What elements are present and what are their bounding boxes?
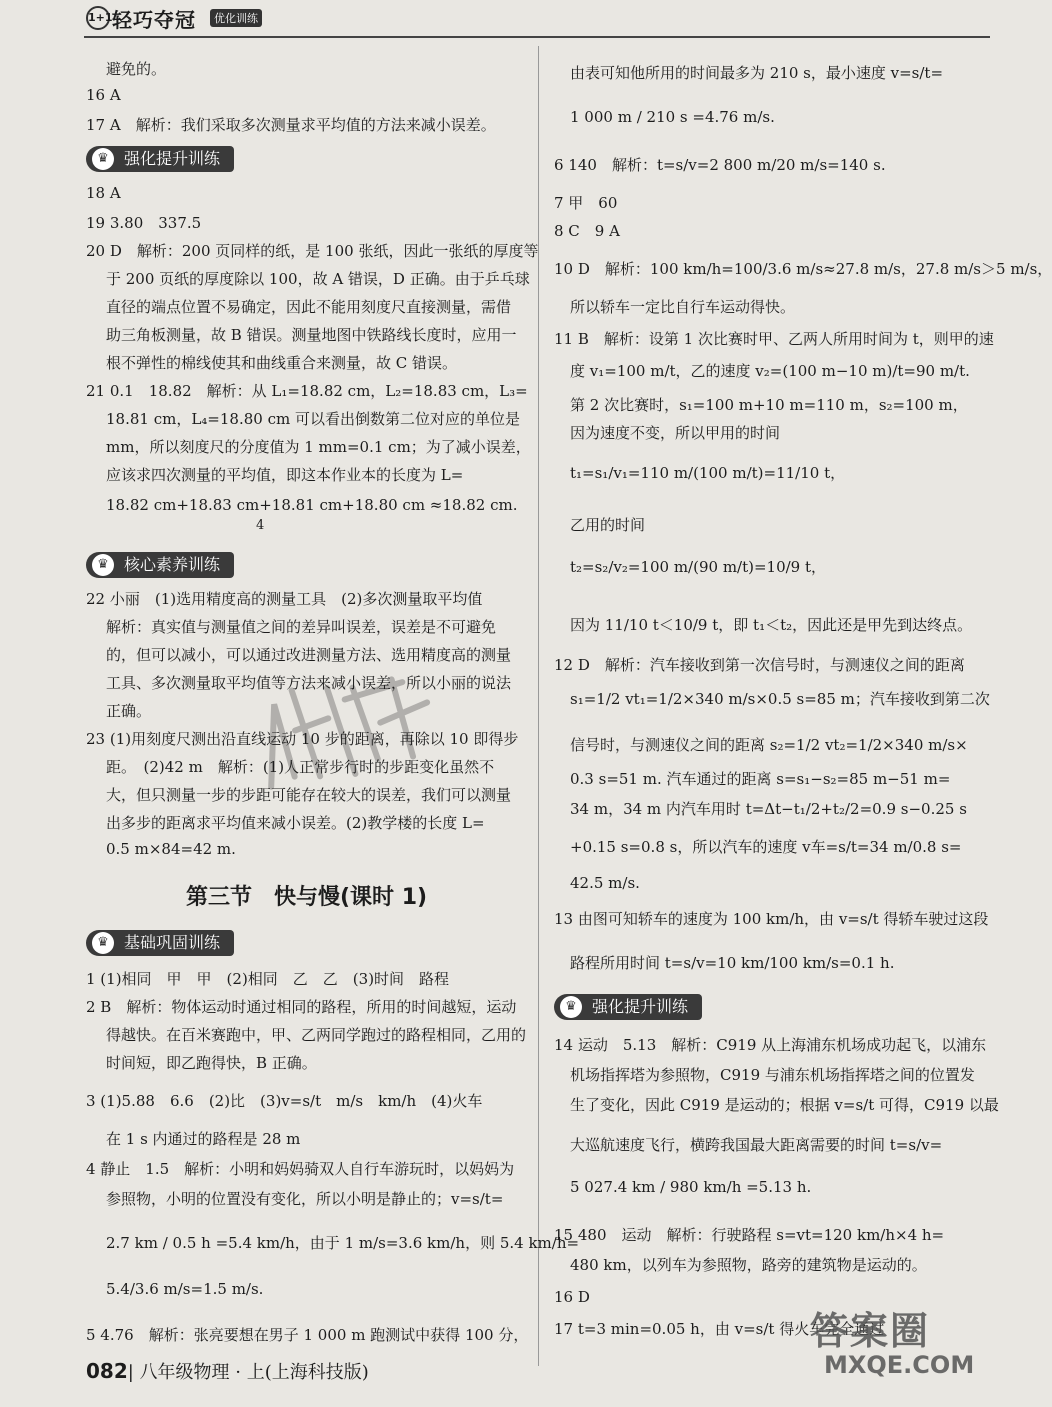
answer-line: 出多步的距离求平均值来减小误差。(2)教学楼的长度 L= bbox=[106, 814, 485, 832]
answer-line: 直径的端点位置不易确定，因此不能用刻度尺直接测量，需借 bbox=[106, 298, 512, 316]
brand-logo-icon: 1+1 bbox=[86, 6, 110, 30]
answer-line: 16 A bbox=[86, 86, 121, 104]
answer-line: 0.3 s=51 m. 汽车通过的距离 s=s₁−s₂=85 m−51 m= bbox=[570, 770, 951, 788]
answer-line: 34 m，34 m 内汽车用时 t=Δt−t₁/2+t₂/2=0.9 s−0.25 s bbox=[570, 800, 967, 818]
answer-line: 22 小丽 (1)选用精度高的测量工具 (2)多次测量取平均值 bbox=[86, 590, 483, 608]
answer-line: 避免的。 bbox=[106, 60, 167, 78]
answer-line: 大巡航速度飞行，横跨我国最大距离需要的时间 t=s/v= bbox=[570, 1136, 943, 1154]
answer-line: 20 D 解析：200 页同样的纸，是 100 张纸，因此一张纸的厚度等 bbox=[86, 242, 539, 260]
section-banner-strengthen: ♛ 强化提升训练 bbox=[86, 146, 234, 172]
answer-line: 5 4.76 解析：张亮要想在男子 1 000 m 跑测试中获得 100 分， bbox=[86, 1326, 529, 1344]
page-header bbox=[0, 0, 1000, 44]
answer-line: 乙用的时间 bbox=[570, 516, 646, 534]
site-watermark bbox=[810, 1300, 974, 1379]
answer-line: 42.5 m/s. bbox=[570, 874, 640, 892]
section-banner-basic: ♛ 基础巩固训练 bbox=[86, 930, 234, 956]
fraction-denominator: 4 bbox=[256, 518, 265, 533]
answer-line: 7 甲 60 bbox=[554, 194, 618, 212]
answer-line: 的，但可以减小，可以通过改进测量方法、选用精度高的测量 bbox=[106, 646, 512, 664]
answer-line: +0.15 s=0.8 s，所以汽车的速度 v车=s/t=34 m/0.8 s= bbox=[570, 838, 962, 856]
answer-line: 生了变化，因此 C919 是运动的；根据 v=s/t 可得，C919 以最 bbox=[570, 1096, 999, 1114]
answer-line: 13 由图可知轿车的速度为 100 km/h，由 v=s/t 得轿车驶过这段 bbox=[554, 910, 989, 928]
answer-line: 11 B 解析：设第 1 次比赛时甲、乙两人所用时间为 t，则甲的速 bbox=[554, 330, 994, 348]
answer-line: 因为 11/10 t＜10/9 t，即 t₁＜t₂，因此还是甲先到达终点。 bbox=[570, 616, 973, 634]
answer-line: s₁=1/2 vt₁=1/2×340 m/s×0.5 s=85 m；汽车接收到第二次 bbox=[570, 690, 990, 708]
answer-line: 15 480 运动 解析：行驶路程 s=vt=120 km/h×4 h= bbox=[554, 1226, 945, 1244]
answer-line: 6 140 解析：t=s/v=2 800 m/20 m/s=140 s. bbox=[554, 156, 886, 174]
answer-line: 23 (1)用刻度尺测出沿直线运动 10 步的距离，再除以 10 即得步 bbox=[86, 730, 519, 748]
answer-line: 第 2 次比赛时，s₁=100 m+10 m=110 m，s₂=100 m， bbox=[570, 396, 968, 414]
answer-line: 大，但只测量一步的步距可能存在较大的误差，我们可以测量 bbox=[106, 786, 512, 804]
answer-line: 根不弹性的棉线使其和曲线重合来测量，故 C 错误。 bbox=[106, 354, 458, 372]
answer-line: 1 (1)相同 甲 甲 (2)相同 乙 乙 (3)时间 路程 bbox=[86, 970, 450, 988]
answer-line: 正确。 bbox=[106, 702, 152, 720]
watermark-cn: 答案圈 bbox=[810, 1309, 931, 1353]
answer-line: 因为速度不变，所以甲用的时间 bbox=[570, 424, 781, 442]
answer-line: mm，所以刻度尺的分度值为 1 mm=0.1 cm；为了减小误差， bbox=[106, 438, 531, 456]
chapter-title: 第三节 快与慢(课时 1) bbox=[186, 885, 428, 910]
answer-line: 8 C 9 A bbox=[554, 222, 620, 240]
answer-line: 参照物，小明的位置没有变化，所以小明是静止的；v=s/t= bbox=[106, 1190, 504, 1208]
crown-icon: ♛ bbox=[92, 932, 114, 954]
answer-line: 16 D bbox=[554, 1288, 590, 1306]
answer-line: 度 v₁=100 m/t，乙的速度 v₂=(100 m−10 m)/t=90 m/t. bbox=[570, 362, 970, 380]
answer-line: 助三角板测量，故 B 错误。测量地图中铁路线长度时，应用一 bbox=[106, 326, 517, 344]
answer-line: 所以轿车一定比自行车运动得快。 bbox=[570, 298, 796, 316]
watermark-en: MXQE.COM bbox=[824, 1351, 975, 1379]
answer-line: 18.81 cm，L₄=18.80 cm 可以看出倒数第二位对应的单位是 bbox=[106, 410, 520, 428]
answer-line: 12 D 解析：汽车接收到第一次信号时，与测速仪之间的距离 bbox=[554, 656, 965, 674]
crown-icon: ♛ bbox=[92, 148, 114, 170]
answer-line: 21 0.1 18.82 解析：从 L₁=18.82 cm，L₂=18.83 cm，L₃= bbox=[86, 382, 528, 400]
answer-line: 3 (1)5.88 6.6 (2)比 (3)v=s/t m/s km/h (4)火车 bbox=[86, 1092, 483, 1110]
answer-line: 4 静止 1.5 解析：小明和妈妈骑双人自行车游玩时，以妈妈为 bbox=[86, 1160, 515, 1178]
answer-line: t₁=s₁/v₁=110 m/(100 m/t)=11/10 t， bbox=[570, 464, 846, 482]
answer-line: 2 B 解析：物体运动时通过相同的路程，所用的时间越短，运动 bbox=[86, 998, 517, 1016]
answer-line: 0.5 m×84=42 m. bbox=[106, 840, 236, 858]
book-title: 轻巧夺冠 bbox=[112, 8, 196, 32]
answer-line: 得越快。在百米赛跑中，甲、乙两同学跑过的路程相同，乙用的 bbox=[106, 1026, 527, 1044]
answer-line: 信号时，与测速仪之间的距离 s₂=1/2 vt₂=1/2×340 m/s× bbox=[570, 736, 968, 754]
answer-line: 于 200 页纸的厚度除以 100，故 A 错误，D 正确。由于乒乓球 bbox=[106, 270, 530, 288]
answer-line: 1 000 m / 210 s =4.76 m/s. bbox=[570, 108, 775, 126]
answer-line: 18.82 cm+18.83 cm+18.81 cm+18.80 cm ≈18.82 cm. bbox=[106, 496, 518, 514]
answer-line: 14 运动 5.13 解析：C919 从上海浦东机场成功起飞，以浦东 bbox=[554, 1036, 987, 1054]
footer-text: 八年级物理 · 上(上海科技版) bbox=[139, 1362, 369, 1383]
header-rule bbox=[84, 36, 990, 38]
answer-line: t₂=s₂/v₂=100 m/(90 m/t)=10/9 t， bbox=[570, 558, 827, 576]
answer-line: 应该求四次测量的平均值，即这本作业本的长度为 L= bbox=[106, 466, 464, 484]
answer-line: 在 1 s 内通过的路程是 28 m bbox=[106, 1130, 301, 1148]
answer-line: 2.7 km / 0.5 h =5.4 km/h，由于 1 m/s=3.6 km/h，则 5.4 km/h= bbox=[106, 1234, 580, 1252]
answer-line: 18 A bbox=[86, 184, 121, 202]
header-badge: 优化训练 bbox=[210, 9, 262, 27]
section-banner-core: ♛ 核心素养训练 bbox=[86, 552, 234, 578]
answer-line: 机场指挥塔为参照物，C919 与浦东机场指挥塔之间的位置发 bbox=[570, 1066, 975, 1084]
answer-line: 5.4/3.6 m/s=1.5 m/s. bbox=[106, 1280, 264, 1298]
answer-line: 19 3.80 337.5 bbox=[86, 214, 202, 232]
answer-line: 17 t=3 min=0.05 h，由 v=s/t 得火车完全通过 bbox=[554, 1320, 885, 1338]
section-banner-strengthen: ♛ 强化提升训练 bbox=[554, 994, 702, 1020]
crown-icon: ♛ bbox=[560, 996, 582, 1018]
answer-line: 由表可知他所用的时间最多为 210 s，最小速度 v=s/t= bbox=[570, 64, 944, 82]
answer-line: 解析：真实值与测量值之间的差异叫误差，误差是不可避免 bbox=[106, 618, 497, 636]
answer-line: 480 km，以列车为参照物，路旁的建筑物是运动的。 bbox=[570, 1256, 927, 1274]
answer-line: 5 027.4 km / 980 km/h =5.13 h. bbox=[570, 1178, 812, 1196]
answer-line: 时间短，即乙跑得快，B 正确。 bbox=[106, 1054, 317, 1072]
answer-line: 工具、多次测量取平均值等方法来减小误差，所以小丽的说法 bbox=[106, 674, 512, 692]
answer-line: 路程所用时间 t=s/v=10 km/100 km/s=0.1 h. bbox=[570, 954, 895, 972]
answer-line: 距。 (2)42 m 解析：(1)人正常步行时的步距变化虽然不 bbox=[106, 758, 495, 776]
page-number: 082 bbox=[86, 1359, 128, 1383]
crown-icon: ♛ bbox=[92, 554, 114, 576]
page-footer: 082| 八年级物理 · 上(上海科技版) bbox=[86, 1359, 369, 1383]
answer-line: 17 A 解析：我们采取多次测量求平均值的方法来减小误差。 bbox=[86, 116, 496, 134]
answer-line: 10 D 解析：100 km/h=100/3.6 m/s≈27.8 m/s，27.8 m/s＞5 m/s， bbox=[554, 260, 1052, 278]
